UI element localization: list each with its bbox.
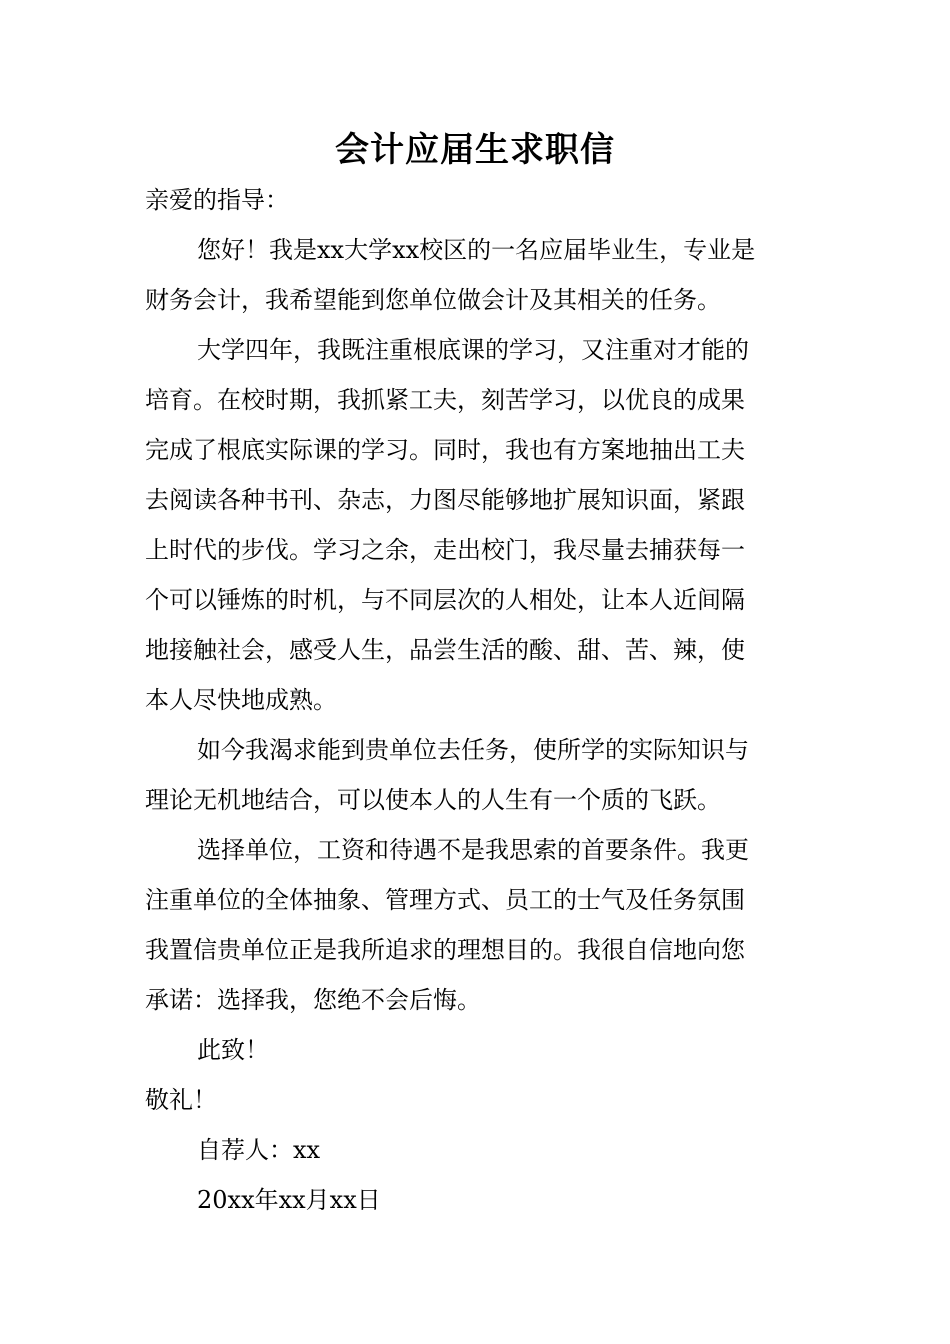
letter-body <box>145 175 810 1225</box>
paragraph-3 <box>145 725 810 825</box>
paragraph-line: 我置信贵单位正是我所追求的理想目的。我很自信地向您 <box>145 936 745 964</box>
paragraph-4 <box>145 825 810 1025</box>
regards: 敬礼！ <box>145 1086 217 1114</box>
salutation: 亲爱的指导： <box>145 186 289 214</box>
closing: 此致！ <box>197 1036 269 1064</box>
paragraph-line: 财务会计，我希望能到您单位做会计及其相关的任务。 <box>145 286 721 314</box>
paragraph-line: 如今我渴求能到贵单位去任务，使所学的实际知识与 <box>197 736 749 764</box>
paragraph-line: 您好！我是xx大学xx校区的一名应届毕业生，专业是 <box>197 236 756 264</box>
date: 20xx年xx月xx日 <box>197 1186 381 1214</box>
paragraph-line: 地接触社会，感受人生，品尝生活的酸、甜、苦、辣，使 <box>145 636 745 664</box>
paragraph-line: 培育。在校时期，我抓紧工夫，刻苦学习，以优良的成果 <box>145 386 745 414</box>
signature: 自荐人：xx <box>197 1136 321 1164</box>
paragraph-line: 去阅读各种书刊、杂志，力图尽能够地扩展知识面，紧跟 <box>145 486 745 514</box>
paragraph-line: 个可以锤炼的时机，与不同层次的人相处，让本人近间隔 <box>145 586 745 614</box>
paragraph-line: 注重单位的全体抽象、管理方式、员工的士气及任务氛围 <box>145 886 745 914</box>
paragraph-line: 理论无机地结合，可以使本人的人生有一个质的飞跃。 <box>145 786 721 814</box>
document-title: 会计应届生求职信 <box>335 130 615 170</box>
paragraph-line: 完成了根底实际课的学习。同时，我也有方案地抽出工夫 <box>145 436 745 464</box>
paragraph-1 <box>145 225 810 325</box>
paragraph-line: 上时代的步伐。学习之余，走出校门，我尽量去捕获每一 <box>145 536 745 564</box>
paragraph-line: 大学四年，我既注重根底课的学习，又注重对才能的 <box>197 336 749 364</box>
paragraph-line: 承诺：选择我，您绝不会后悔。 <box>145 986 481 1014</box>
paragraph-2 <box>145 325 810 725</box>
paragraph-line: 选择单位，工资和待遇不是我思索的首要条件。我更 <box>197 836 749 864</box>
paragraph-line: 本人尽快地成熟。 <box>145 686 337 714</box>
